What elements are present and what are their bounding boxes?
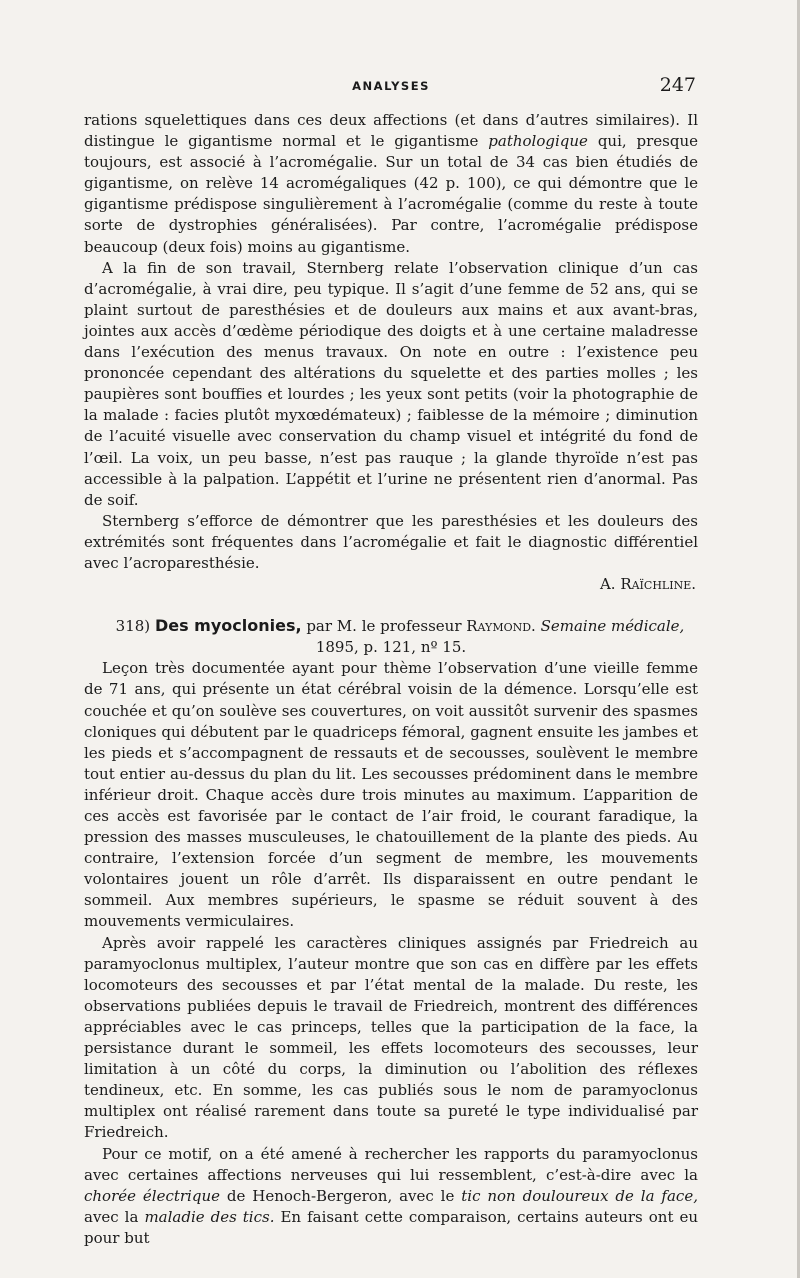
item-author: Raymond. [466,617,536,636]
item-journal: Semaine médicale, [540,617,685,636]
item-number: 318) [115,617,151,636]
reviewer-signature: A. Raïchline. [599,575,696,594]
item-subject: Des myoclonies, [154,616,302,636]
review-heading: 318) Des myoclonies, par M. le professeur Raymond. Semaine médicale, 1895, p. 121, nº 15. [115,616,685,657]
review2-paragraph-2: Après avoir rappelé les caractères cliniques assignés par Friedreich au paramyoclonus multiplex, l’auteur montre que son cas en diffère par les effets locomoteurs des secousses et par l’état mental de la malade. Du reste, les observations publiées depuis le travail de Friedreich, montrent des différences appréciables avec le cas princeps, telles que la participation de la face, la persistance durant le sommeil, les effets locomoteurs des secousses, leur limitation à un côté du corps, la diminution ou l’abolition des réflexes tendineux, etc. En somme, les cas publiés sous le nom de paramyoclonus multiplex ont réalisé rarement dans toute sa pureté le type individualisé par Friedreich. [84,933,698,1142]
review1-paragraph-3: Sternberg s’efforce de démontrer que les paresthésies et les douleurs des extrémités sont fréquentes dans l’acromégalie et fait le diagnostic différentiel avec l’acroparesthésie. [84,511,698,572]
item-reference: 1895, p. 121, nº 15. [315,638,467,657]
body-text [84,110,698,1249]
review1-paragraph-2: A la fin de son travail, Sternberg relate l’observation clinique d’un cas d’acromégalie, à vrai dire, peu typique. Il s’agit d’une femme de 52 ans, qui se plaint surtout de paresthésies et de douleurs aux mains et aux avant-bras, jointes aux accès d’œdème périodique des doigts et à une certaine maladresse dans l’exécution des menus travaux. On note en outre : l’existence peu prononcée cependant des altérations du squelette et des parties molles ; les paupières sont bouffies et lourdes ; les yeux sont petits (voir la photographie de la malade : facies plutôt myxœdémateux) ; faiblesse de la mémoire ; diminution de l’acuité visuelle avec conservation du champ visuel et intégrité du fond de l’œil. La voix, un peu basse, n’est pas rauque ; la glande thyroïde n’est pas accessible à la palpation. L’appétit et l’urine ne présentent rien d’anormal. Pas de soif. [84,258,698,509]
page-header [84,76,698,96]
review2-paragraph-1: Leçon très documentée ayant pour thème l’observation d’une vieille femme de 71 ans, qui présente un état cérébral voisin de la démence. Lorsqu’elle est couchée et qu’on soulève ses couvertures, on voit aussitôt survenir des spasmes cloniques qui débutent par le quadriceps fémoral, gagnent ensuite les jambes et les pieds et s’accompagnent de ressauts et de secousses, soulèvent le membre tout entier au-dessus du plan du lit. Les secousses prédominent dans le membre inférieur droit. Chaque accès dure trois minutes au maximum. L’apparition de ces accès est favorisée par le contact de l’air froid, le courant faradique, la pression des masses musculeuses, le chatouillement de la plante des pieds. Au contraire, l’extension forcée d’un segment de membre, les mouvements volontaires jouent un rôle d’arrêt. Ils disparaissent en outre pendant le sommeil. Aux membres supérieurs, le spasme se réduit souvent à des mouvements vermiculaires. [84,659,698,931]
signature-line [84,574,698,595]
review2-paragraph-3: Pour ce motif, on a été amené à rechercher les rapports du paramyoclonus avec certaines affections nerveuses qui lui ressemblent, c’est-à-dire avec la chorée électrique de Henoch-Bergeron, avec le tic non douloureux de la face, avec la maladie des tics. En faisant cette comparaison, certains auteurs ont eu pour but [84,1144,698,1247]
review1-paragraph-1: rations squelettiques dans ces deux affections (et dans d’autres similaires). Il distingue le gigantisme normal et le gigantisme pathologique qui, presque toujours, est associé à l’acromégalie. Sur un total de 34 cas bien étudiés de gigantisme, on relève 14 acromégaliques (42 p. 100), ce qui démontre que le gigantisme prédispose singulièrement à l’acromégalie (comme du reste à toute sorte de dystrophies généralisées). Par contre, l’acromégalie prédispose beaucoup (deux fois) moins au gigantisme. [84,111,698,256]
page-number: 247 [659,74,696,96]
review-item-318 [84,615,698,1249]
running-title: ANALYSES [352,79,430,93]
